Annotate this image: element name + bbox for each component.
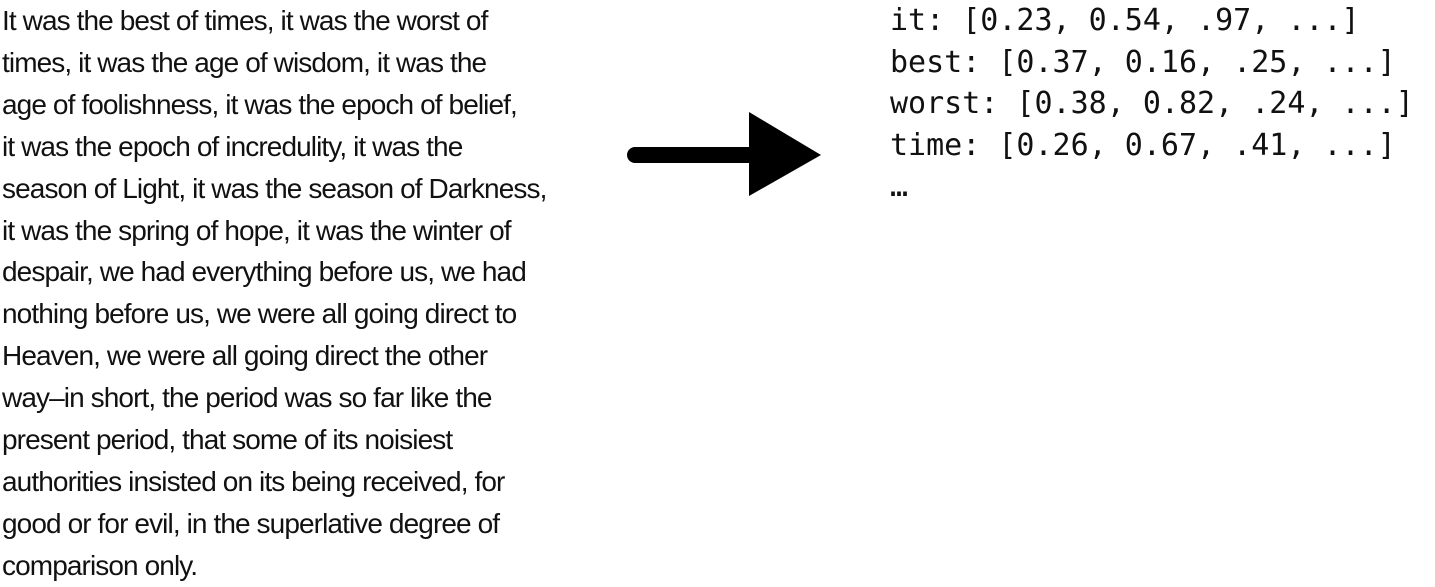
passage-line: it was the epoch of incredulity, it was the (2, 130, 463, 162)
passage-line: despair, we had everything before us, we had (2, 256, 526, 288)
passage-line: it was the spring of hope, it was the winter of (2, 214, 511, 246)
passage-line: way–in short, the period was so far like the (2, 382, 492, 414)
passage-line: Heaven, we were all going direct the other (2, 340, 488, 372)
passage-line: It was the best of times, it was the worst of (2, 5, 488, 36)
embedding-row: time: [0.26, 0.67, .41, ...] (890, 127, 1396, 163)
passage-line: season of Light, it was the season of Darkness, (2, 172, 547, 204)
embedding-row: it: [0.23, 0.54, .97, ...] (890, 3, 1360, 38)
passage-line: comparison only. (2, 549, 198, 581)
passage-line: authorities insisted on its being received, for (2, 465, 505, 497)
passage-line: times, it was the age of wisdom, it was the (2, 46, 487, 78)
passage-line: good or for evil, in the superlative degree of (2, 507, 500, 539)
right-arrow-icon (625, 110, 825, 200)
embedding-row: worst: [0.38, 0.82, .24, ...] (890, 86, 1414, 122)
embedding-row: best: [0.37, 0.16, .25, ...] (890, 44, 1396, 80)
word-embeddings-list (890, 0, 1414, 208)
passage-line: nothing before us, we were all going direct to (2, 298, 517, 330)
passage-line: age of foolishness, it was the epoch of belief, (2, 88, 517, 120)
embedding-ellipsis: … (890, 169, 909, 205)
passage-line: present period, that some of its noisiest (2, 424, 453, 456)
source-text-passage (2, 0, 617, 587)
arrow-head (749, 112, 821, 196)
